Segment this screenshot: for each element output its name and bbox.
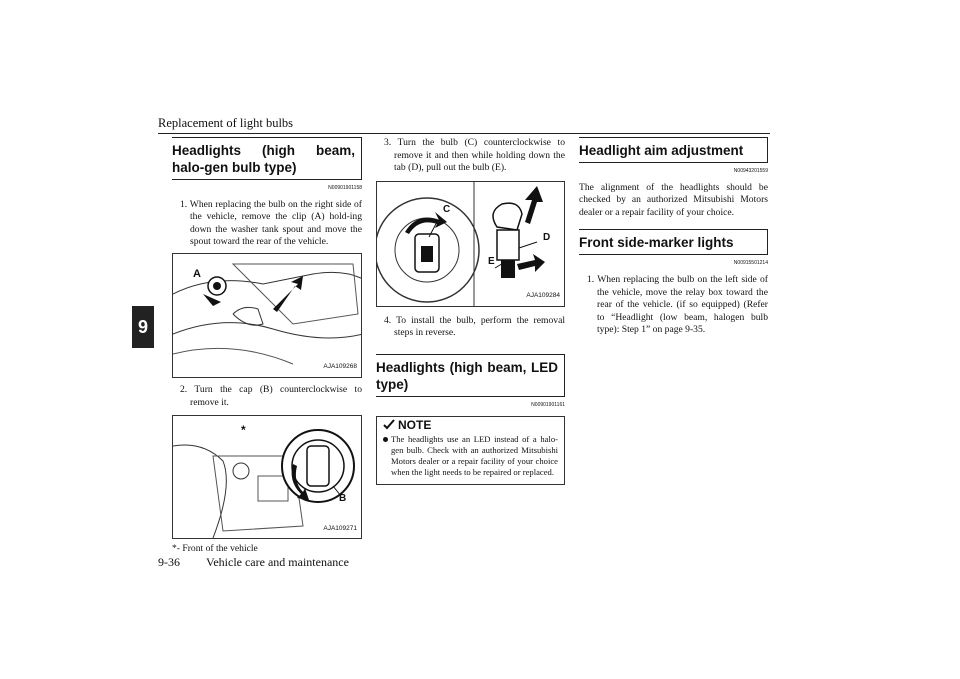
label-b: B bbox=[339, 493, 347, 505]
header-title: Replacement of light bulbs bbox=[158, 116, 294, 130]
label-d: D bbox=[543, 231, 551, 243]
section-heading-halogen-high-beam: Headlights (high beam, halo-gen bulb type) bbox=[172, 137, 362, 180]
header-rule bbox=[158, 133, 770, 134]
figure-headlight-cap bbox=[172, 415, 362, 539]
label-front-of-vehicle: * bbox=[241, 423, 246, 438]
note-box bbox=[376, 416, 565, 486]
footer-section-title: Vehicle care and maintenance bbox=[206, 555, 349, 569]
section-heading-led-high-beam: Headlights (high beam, LED type) bbox=[376, 354, 565, 397]
column-3 bbox=[579, 137, 768, 339]
step-1: 1. When replacing the bulb on the right side of the vehicle, remove the clip (A) hold-ing down the washer tank spout and move the spout toward the rear of the vehicle. bbox=[180, 198, 362, 248]
section-heading-side-marker: Front side-marker lights bbox=[579, 229, 768, 255]
aim-adjustment-paragraph: The alignment of the headlights should be checked by an authorized Mitsubishi Motors dealer or a repair facility of your choice. bbox=[579, 181, 768, 218]
figure-code: AJA109271 bbox=[323, 524, 357, 532]
step-4: 4. To install the bulb, perform the removal steps in reverse. bbox=[384, 314, 565, 339]
bulb-removal-illustration bbox=[377, 182, 565, 306]
footnote: *- Front of the vehicle bbox=[172, 543, 258, 555]
figure-code: AJA109268 bbox=[323, 363, 357, 371]
section-code: N00943201559 bbox=[733, 168, 768, 174]
note-item bbox=[383, 434, 558, 478]
note-label: NOTE bbox=[398, 417, 432, 432]
label-c: C bbox=[443, 203, 451, 215]
checkmark-icon bbox=[383, 419, 395, 430]
section-code: N00901901161 bbox=[531, 401, 565, 408]
section-code: N00901901158 bbox=[328, 185, 362, 191]
step-3: 3. Turn the bulb (C) counterclockwise to remove it and then while holding down the tab (D), pull out the bulb (E). bbox=[384, 137, 565, 174]
note-title bbox=[383, 417, 558, 435]
figure-bulb-removal bbox=[376, 181, 565, 307]
column-2 bbox=[376, 137, 565, 485]
label-a: A bbox=[193, 267, 201, 280]
chapter-tab: 9 bbox=[132, 306, 154, 348]
label-e: E bbox=[488, 255, 495, 267]
figure-code: AJA109284 bbox=[526, 292, 560, 300]
section-heading-aim-adjustment: Headlight aim adjustment bbox=[579, 137, 768, 163]
washer-tank-illustration bbox=[173, 254, 362, 377]
column-1 bbox=[172, 137, 362, 556]
figure-washer-tank-clip bbox=[172, 253, 362, 378]
headlight-cap-illustration bbox=[173, 416, 362, 538]
side-marker-step-1: 1. When replacing the bulb on the left side of the vehicle, move the relay box toward the rear of the vehicle. (if so equipped) (Refer to “Headlight (low beam, halogen bulb type): Step 1” on page 9-35. bbox=[587, 273, 768, 336]
bullet-icon bbox=[383, 437, 388, 442]
section-code: N00915501214 bbox=[733, 260, 768, 267]
note-text: The headlights use an LED instead of a halo-gen bulb. Check with an authorized Mitsubishi Motors dealer or a repair facility of your choice when the light needs to be repaired or replaced. bbox=[391, 434, 558, 478]
step-2: 2. Turn the cap (B) counterclockwise to remove it. bbox=[180, 383, 362, 408]
page-number: 9-36 bbox=[158, 555, 180, 569]
